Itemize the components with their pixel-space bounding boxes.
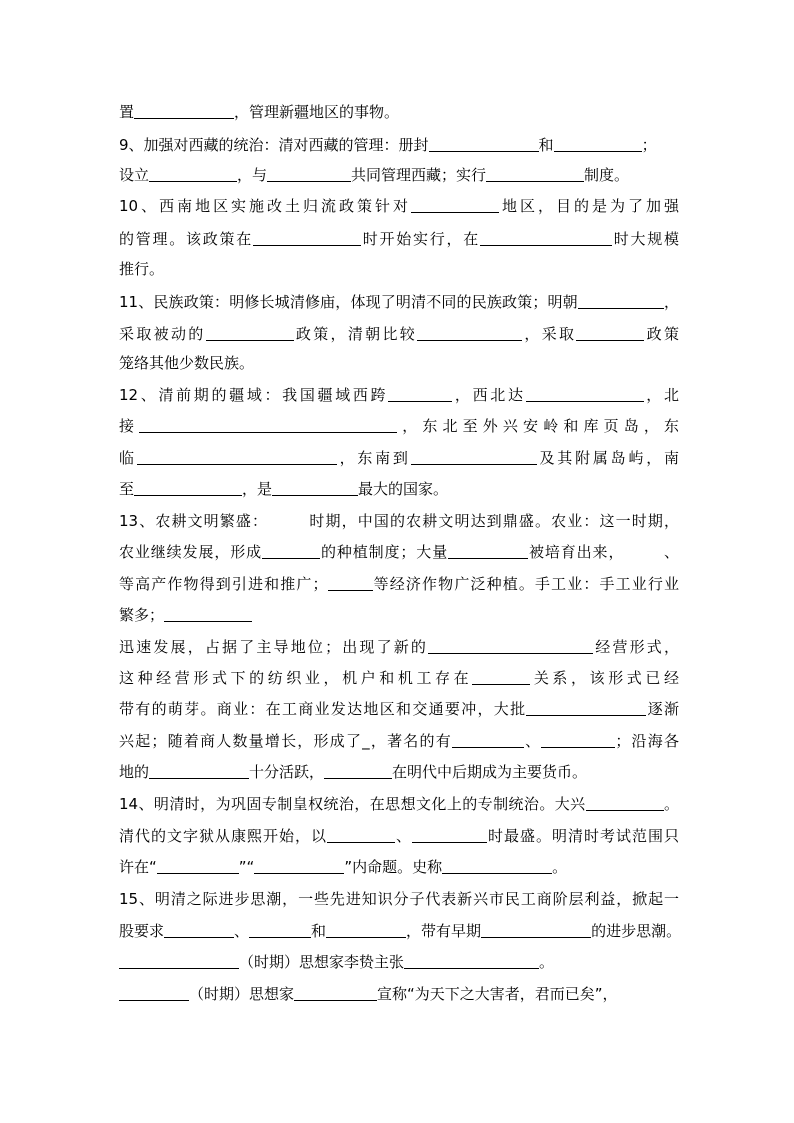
answer-blank[interactable]: [578, 293, 664, 309]
text-line: [119, 229, 679, 249]
text-line: [119, 135, 679, 155]
text-segment: 最大的国家。: [358, 480, 449, 498]
text-segment: 、: [234, 922, 250, 940]
text-line: [119, 889, 679, 909]
text-segment: 地区，目的是为了加强: [499, 197, 679, 215]
text-line: [119, 668, 679, 688]
answer-blank[interactable]: [480, 230, 612, 246]
text-segment: ，: [663, 293, 679, 311]
answer-blank[interactable]: [267, 166, 351, 182]
text-line: [119, 762, 679, 782]
text-segment: 时开始实行，在: [360, 230, 480, 248]
answer-blank[interactable]: [412, 827, 487, 843]
text-segment: 兴起；随着商人数量增长，形成了_，著名的有: [119, 732, 452, 750]
text-segment: 15、明清之际进步思潮，一些先进知识分子代表新兴市民工商阶层利益，掀起一: [119, 890, 679, 908]
text-segment: 采取被动的: [119, 325, 206, 343]
text-segment: 。: [552, 858, 568, 876]
text-line: [119, 857, 679, 877]
text-segment: 时最盛。明清时考试范围只: [486, 827, 679, 845]
text-line: [119, 196, 679, 216]
text-segment: 接: [119, 417, 140, 435]
text-segment: ，带有早期: [406, 922, 482, 940]
answer-blank[interactable]: [262, 543, 320, 559]
answer-blank[interactable]: [119, 953, 239, 969]
text-segment: 推行。: [119, 260, 165, 278]
text-segment: ，东北至外兴安岭和库页岛，东: [397, 417, 679, 435]
text-segment: 的进步思潮。: [591, 922, 682, 940]
text-line: [119, 102, 679, 122]
answer-blank[interactable]: [452, 732, 524, 748]
answer-blank[interactable]: [526, 700, 646, 716]
text-segment: 被培育出来， 、: [528, 543, 679, 561]
text-line: [119, 511, 679, 531]
text-line: [119, 542, 679, 562]
text-segment: 14、明清时，为巩固专制皇权统治，在思想文化上的专制统治。大兴: [119, 795, 586, 813]
text-line: [119, 826, 679, 846]
text-segment: 等高产作物得到引进和推广；: [119, 575, 328, 593]
text-line: [119, 385, 679, 405]
answer-blank[interactable]: [486, 166, 584, 182]
text-segment: 临: [119, 449, 137, 467]
text-line: [119, 984, 679, 1004]
text-segment: （时期）思想家: [189, 985, 295, 1003]
answer-blank[interactable]: [411, 197, 499, 213]
text-segment: ，西北达: [452, 386, 526, 404]
text-segment: ”“: [238, 858, 255, 876]
text-segment: （时期）思想家李贽主张: [239, 953, 405, 971]
text-segment: 这种经营形式下的纺织业，机户和机工存在: [119, 669, 473, 687]
answer-blank[interactable]: [417, 325, 522, 341]
answer-blank[interactable]: [254, 858, 344, 874]
answer-blank[interactable]: [472, 669, 530, 685]
text-segment: 、: [523, 732, 542, 750]
answer-blank[interactable]: [481, 922, 591, 938]
answer-blank[interactable]: [119, 985, 189, 1001]
text-segment: 和: [311, 922, 327, 940]
text-segment: 带有的萌芽。商业：在工商业发达地区和交通要冲，大批: [119, 700, 527, 718]
answer-blank[interactable]: [164, 922, 234, 938]
answer-blank[interactable]: [404, 953, 539, 969]
text-segment: ，东南到: [336, 449, 411, 467]
text-line: [119, 794, 679, 814]
text-line: [119, 416, 679, 436]
text-segment: 设立: [119, 166, 150, 184]
text-segment: 逐渐: [646, 700, 679, 718]
answer-blank[interactable]: [294, 985, 377, 1001]
text-segment: 政策: [644, 325, 679, 343]
text-line: [119, 479, 679, 499]
text-segment: ”内命题。史称: [344, 858, 443, 876]
text-segment: 。: [539, 953, 555, 971]
answer-blank[interactable]: [526, 386, 644, 402]
answer-blank[interactable]: [272, 480, 358, 496]
text-segment: ；沿海各: [615, 732, 679, 750]
text-segment: 13、农耕文明繁盛： 时期，中国的农耕文明达到鼎盛。农业：这一时期，: [119, 512, 679, 530]
answer-blank[interactable]: [411, 449, 537, 465]
text-segment: 股要求: [119, 922, 165, 940]
text-line: [119, 353, 679, 373]
text-segment: 共同管理西藏；实行: [351, 166, 487, 184]
text-line: [119, 952, 679, 972]
text-segment: ，与: [237, 166, 268, 184]
text-segment: 制度。: [584, 166, 630, 184]
answer-blank[interactable]: [157, 858, 239, 874]
text-segment: ，北: [643, 386, 679, 404]
text-segment: ；: [641, 136, 657, 154]
text-segment: 经营形式，: [593, 638, 679, 656]
text-segment: 、: [394, 827, 412, 845]
text-line: [119, 259, 679, 279]
text-line: [119, 921, 682, 941]
answer-blank[interactable]: [134, 480, 242, 496]
text-segment: 10、西南地区实施改土归流政策针对: [119, 197, 412, 215]
text-line: [119, 292, 679, 312]
text-segment: 农业继续发展，形成: [119, 543, 263, 561]
answer-blank[interactable]: [388, 386, 452, 402]
text-segment: 的种植制度；大量: [320, 543, 449, 561]
text-line: [119, 637, 679, 657]
answer-blank[interactable]: [428, 638, 593, 654]
text-segment: 12、清前期的疆域：我国疆域西跨: [119, 386, 389, 404]
answer-blank[interactable]: [164, 606, 252, 622]
text-segment: ，采取: [522, 325, 577, 343]
text-segment: 繁多；: [119, 606, 165, 624]
text-segment: ，管理新疆地区的事物。: [234, 103, 400, 121]
text-segment: 十分活跃，: [249, 763, 325, 781]
answer-blank[interactable]: [576, 325, 644, 341]
answer-blank[interactable]: [134, 103, 234, 119]
text-segment: 置: [119, 103, 135, 121]
text-segment: ，是: [242, 480, 273, 498]
text-line: [119, 324, 679, 344]
text-segment: 迅速发展，占据了主导地位；出现了新的: [119, 638, 429, 656]
answer-blank[interactable]: [206, 325, 294, 341]
text-line: [119, 448, 679, 468]
text-line: [119, 574, 679, 594]
text-line: [119, 731, 679, 751]
text-segment: 许在“: [119, 858, 157, 876]
answer-blank[interactable]: [586, 795, 664, 811]
answer-blank[interactable]: [326, 922, 406, 938]
text-segment: 政策，清朝比较: [293, 325, 418, 343]
text-segment: 和: [538, 136, 554, 154]
answer-blank[interactable]: [324, 763, 392, 779]
text-line: [119, 699, 679, 719]
answer-blank[interactable]: [328, 575, 373, 591]
text-segment: 的管理。该政策在: [119, 230, 253, 248]
text-segment: 9、加强对西藏的统治：清对西藏的管理：册封: [119, 136, 429, 154]
text-line: [119, 605, 679, 625]
answer-blank[interactable]: [149, 763, 249, 779]
text-segment: 11、民族政策：明修长城清修庙，体现了明清不同的民族政策；明朝: [119, 293, 578, 311]
answer-blank[interactable]: [554, 136, 642, 152]
text-segment: 笼络其他少数民族。: [119, 354, 255, 372]
text-segment: 时大规模: [611, 230, 679, 248]
text-segment: 等经济作物广泛种植。手工业：手工业行业: [372, 575, 679, 593]
answer-blank[interactable]: [442, 858, 552, 874]
answer-blank[interactable]: [137, 449, 337, 465]
answer-blank[interactable]: [429, 136, 539, 152]
text-segment: 地的: [119, 763, 150, 781]
text-segment: 。: [663, 795, 679, 813]
answer-blank[interactable]: [249, 922, 311, 938]
text-segment: 清代的文字狱从康熙开始，以: [119, 827, 327, 845]
text-segment: 在明代中后期成为主要货币。: [392, 763, 588, 781]
answer-blank[interactable]: [253, 230, 361, 246]
answer-blank[interactable]: [327, 827, 395, 843]
answer-blank[interactable]: [139, 417, 397, 433]
answer-blank[interactable]: [149, 166, 237, 182]
text-segment: 关系，该形式已经: [530, 669, 679, 687]
text-segment: 宣称“为天下之大害者，君而已矣”，: [377, 985, 618, 1003]
text-line: [119, 165, 679, 185]
answer-blank[interactable]: [541, 732, 615, 748]
answer-blank[interactable]: [448, 543, 528, 559]
text-segment: 及其附属岛屿，南: [536, 449, 679, 467]
text-segment: 至: [119, 480, 135, 498]
